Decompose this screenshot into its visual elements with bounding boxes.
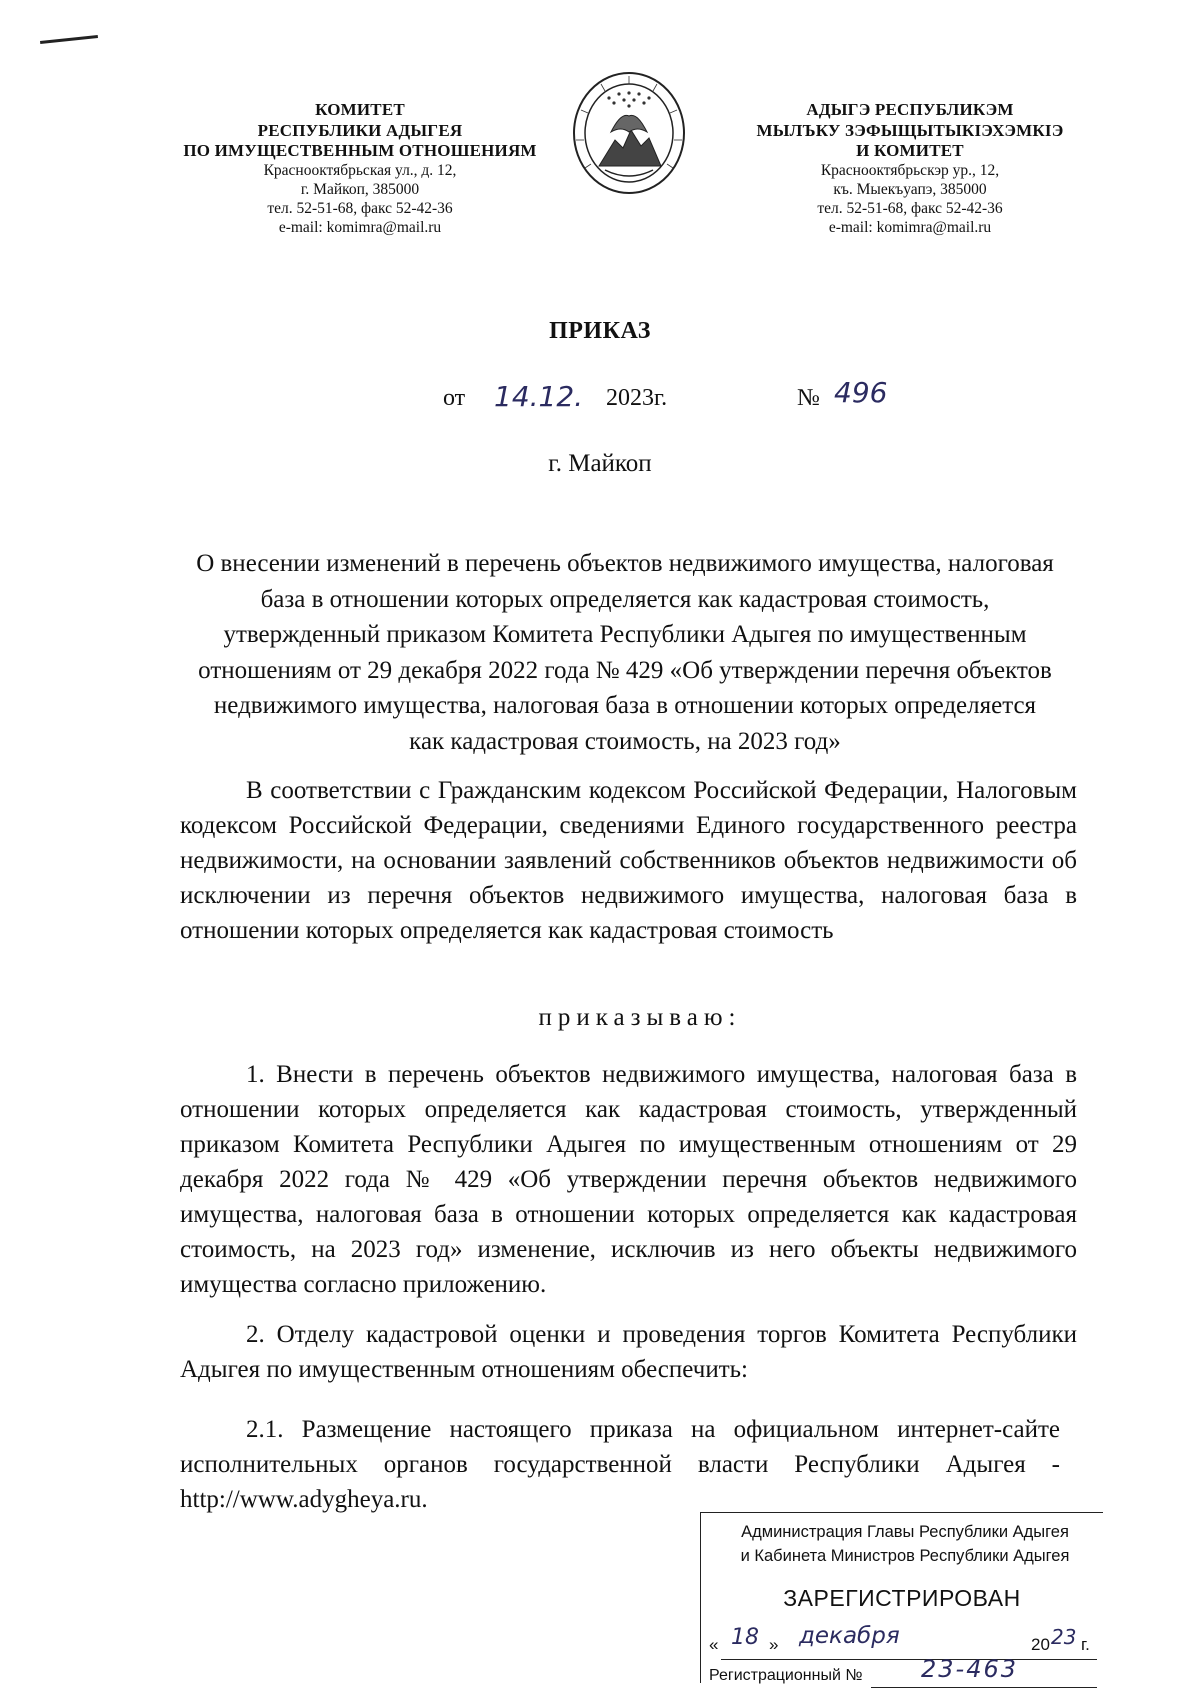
stamp-day: 18 (731, 1625, 759, 1650)
org-name-line: МЫЛЪКУ ЗЭФЫЩЫТЫКIЭХЭМКIЭ (756, 120, 1064, 140)
coat-of-arms-icon (571, 70, 687, 196)
date-number-row (0, 376, 1200, 430)
stamp-year-prefix: 20 (1031, 1635, 1050, 1654)
address-line: Краснооктябрьская ул., д. 12, (263, 162, 457, 180)
issue-city: г. Майкоп (548, 450, 652, 477)
stamp-year-suffix: 23 (1051, 1625, 1077, 1649)
item-1-paragraph: 1. Внести в перечень объектов недвижимого имущества, налоговая база в отношении которых определяется как кадастровая стоимость, утвержденный приказом Комитета Республики Адыгея по имущественным отношениям от 29 декабря 2022 года № 429 «Об утверждении перечня объектов недвижимого имущества, налоговая база в отношении которых определяется как кадастровая стоимость, на 2023 год» изменение, исключив из него объекты недвижимого имущества согласно приложению. (180, 1061, 1077, 1298)
handwritten-date: 14.12. (494, 380, 584, 413)
phone-line: тел. 52-51-68, факс 52-42-36 (817, 200, 1003, 218)
registration-number: 23-463 (921, 1655, 1019, 1683)
email-line: e-mail: komimra@mail.ru (828, 218, 992, 236)
item-2-1-paragraph (180, 1412, 1060, 1517)
number-sign: № (797, 385, 820, 411)
city-line: къ. Мыекъуапэ, 385000 (833, 181, 987, 199)
email-line: e-mail: komimra@mail.ru (278, 218, 442, 236)
registration-underline (871, 1687, 1097, 1688)
org-name-line: КОМИТЕТ (315, 100, 405, 119)
stamp-quote-close: » (769, 1635, 779, 1654)
date-prefix: от (443, 385, 466, 411)
document-title: ПРИКАЗ (549, 318, 651, 344)
registration-number-label: Регистрационный № (709, 1667, 863, 1684)
org-name-line: ПО ИМУЩЕСТВЕННЫМ ОТНОШЕНИЯМ (183, 141, 537, 161)
stamp-month: декабря (799, 1623, 900, 1649)
stamp-authority-line: Администрация Главы Республики Адыгея (741, 1523, 1069, 1541)
stamp-date-row (709, 1625, 1099, 1657)
preamble-paragraph: В соответствии с Гражданским кодексом Российской Федерации, Налоговым кодексом Российской Федерации, сведениями Единого государственного реестра недвижимости, на основании заявлений собственников объектов недвижимости об исключении из перечня объектов недвижимого имущества, налоговая база в отношении которых определяется как кадастровая стоимость (180, 777, 1077, 944)
stamp-status: ЗАРЕГИСТРИРОВАН (783, 1585, 1021, 1611)
org-name-line: АДЫГЭ РЕСПУБЛИКЭМ (806, 100, 1014, 119)
stamp-quote-open: « (709, 1635, 719, 1654)
org-name-line: И КОМИТЕТ (856, 141, 964, 161)
org-name-line: РЕСПУБЛИКИ АДЫГЕЯ (257, 120, 463, 140)
scan-mark (40, 35, 98, 44)
address-line: Краснооктябрьскэр ур., 12, (820, 162, 1000, 180)
handwritten-number: 496 (834, 376, 888, 409)
header-right-block (720, 100, 1100, 238)
header-left-block (160, 100, 560, 238)
phone-line: тел. 52-51-68, факс 52-42-36 (267, 200, 453, 218)
registration-stamp (700, 1512, 1103, 1683)
item-2-1-text: 2.1. Размещение настоящего приказа на официальном интернет-сайте исполнительных органов государственной власти Республики Адыгея - http://www.adygheya.ru. (180, 1416, 1060, 1513)
stamp-year-unit: г. (1081, 1635, 1090, 1654)
date-year: 2023г. (606, 385, 668, 411)
stamp-date-underline (721, 1659, 1097, 1660)
item-2-paragraph: 2. Отделу кадастровой оценки и проведения торгов Комитета Республики Адыгея по имущественным отношениям обеспечить: (180, 1321, 1077, 1383)
city-line: г. Майкоп, 385000 (300, 181, 420, 199)
stamp-authority-line: и Кабинета Министров Республики Адыгея (740, 1547, 1070, 1565)
order-directive-word: приказываю: (538, 1004, 742, 1031)
order-subject: О внесении изменений в перечень объектов недвижимого имущества, налоговая база в отношении которых определяется как кадастровая стоимость, утвержденный приказом Комитета Республики Адыгея по имущественным отношениям от 29 декабря 2022 года № 429 «Об утверждении перечня объектов недвижимого имущества, налоговая база в отношении которых определяется как кадастровая стоимость, на 2023 год» (196, 550, 1054, 755)
